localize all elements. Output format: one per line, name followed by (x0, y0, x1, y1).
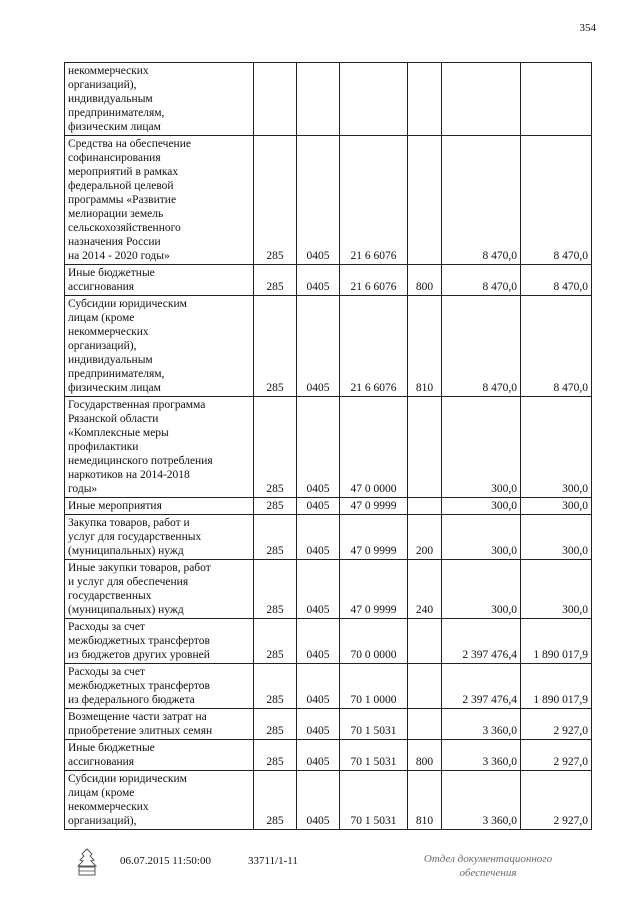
cell-razdel: 0405 (297, 560, 340, 619)
stamp-line-2: обеспечения (459, 867, 517, 879)
coat-of-arms-icon (70, 846, 104, 880)
cell-csr: 47 0 9999 (340, 560, 408, 619)
cell-vr (408, 397, 442, 498)
table-row (65, 515, 592, 560)
cell-razdel: 0405 (297, 296, 340, 397)
cell-vr (408, 498, 442, 515)
cell-csr: 70 1 0000 (340, 664, 408, 709)
cell-sum2: 2 927,0 (521, 709, 592, 740)
cell-ved: 285 (254, 619, 297, 664)
cell-sum1: 300,0 (442, 498, 521, 515)
cell-vr (408, 619, 442, 664)
cell-desc: Иные мероприятия (65, 498, 254, 515)
cell-csr: 21 6 6076 (340, 296, 408, 397)
cell-sum1 (442, 63, 521, 136)
cell-vr: 800 (408, 740, 442, 771)
cell-vr (408, 136, 442, 265)
table-row (65, 619, 592, 664)
cell-vr: 810 (408, 296, 442, 397)
cell-desc: Иные закупки товаров, работ и услуг для обеспечения государственных (муниципальных) нужд (65, 560, 254, 619)
cell-desc: Иные бюджетные ассигнования (65, 740, 254, 771)
table-row (65, 265, 592, 296)
table-row (65, 397, 592, 498)
cell-sum2: 8 470,0 (521, 296, 592, 397)
cell-csr: 70 1 5031 (340, 709, 408, 740)
table-row (65, 740, 592, 771)
cell-sum2: 300,0 (521, 397, 592, 498)
cell-vr: 800 (408, 265, 442, 296)
cell-ved: 285 (254, 296, 297, 397)
cell-desc: Субсидии юридическим лицам (кроме некоммерческих организаций), индивидуальным предпринимателям, физическим лицам (65, 296, 254, 397)
cell-ved: 285 (254, 560, 297, 619)
cell-vr: 810 (408, 771, 442, 830)
cell-desc: Расходы за счет межбюджетных трансфертов из федерального бюджета (65, 664, 254, 709)
cell-vr (408, 709, 442, 740)
cell-sum1: 2 397 476,4 (442, 619, 521, 664)
cell-sum2: 8 470,0 (521, 265, 592, 296)
cell-razdel: 0405 (297, 619, 340, 664)
cell-razdel: 0405 (297, 515, 340, 560)
cell-sum1: 3 360,0 (442, 771, 521, 830)
cell-ved: 285 (254, 709, 297, 740)
table-row (65, 709, 592, 740)
cell-ved: 285 (254, 515, 297, 560)
budget-table (64, 62, 592, 830)
cell-desc: Расходы за счет межбюджетных трансфертов из бюджетов других уровней (65, 619, 254, 664)
cell-sum2: 8 470,0 (521, 136, 592, 265)
cell-razdel: 0405 (297, 740, 340, 771)
cell-vr: 240 (408, 560, 442, 619)
cell-csr: 70 0 0000 (340, 619, 408, 664)
cell-csr: 21 6 6076 (340, 265, 408, 296)
cell-sum2: 1 890 017,9 (521, 664, 592, 709)
cell-razdel: 0405 (297, 664, 340, 709)
cell-desc: Иные бюджетные ассигнования (65, 265, 254, 296)
cell-sum1: 8 470,0 (442, 296, 521, 397)
cell-sum2: 2 927,0 (521, 740, 592, 771)
cell-razdel: 0405 (297, 397, 340, 498)
cell-sum2: 300,0 (521, 498, 592, 515)
cell-sum2: 300,0 (521, 515, 592, 560)
cell-sum1: 8 470,0 (442, 136, 521, 265)
cell-desc: Государственная программа Рязанской области «Комплексные меры профилактики немедицинского потребления наркотиков на 2014-2018 годы» (65, 397, 254, 498)
cell-csr: 47 0 0000 (340, 397, 408, 498)
cell-csr: 47 0 9999 (340, 498, 408, 515)
department-stamp (408, 852, 568, 880)
cell-sum2: 300,0 (521, 560, 592, 619)
cell-razdel: 0405 (297, 771, 340, 830)
cell-sum2 (521, 63, 592, 136)
table-row (65, 296, 592, 397)
stamp-line-1: Отдел документационного (423, 853, 553, 865)
cell-vr: 200 (408, 515, 442, 560)
cell-csr: 70 1 5031 (340, 771, 408, 830)
cell-desc: Возмещение части затрат на приобретение элитных семян (65, 709, 254, 740)
table-row (65, 136, 592, 265)
cell-ved: 285 (254, 397, 297, 498)
cell-ved: 285 (254, 771, 297, 830)
cell-ved: 285 (254, 740, 297, 771)
table-row (65, 498, 592, 515)
cell-sum2: 2 927,0 (521, 771, 592, 830)
table-row (65, 771, 592, 830)
cell-razdel: 0405 (297, 498, 340, 515)
table-row (65, 664, 592, 709)
cell-razdel: 0405 (297, 709, 340, 740)
cell-csr: 70 1 5031 (340, 740, 408, 771)
cell-ved: 285 (254, 498, 297, 515)
footer-date: 06.07.2015 11:50:00 (120, 855, 211, 867)
cell-vr (408, 664, 442, 709)
cell-sum2: 1 890 017,9 (521, 619, 592, 664)
cell-sum1: 3 360,0 (442, 740, 521, 771)
cell-sum1: 2 397 476,4 (442, 664, 521, 709)
footer-doc-number: 33711/1-11 (248, 855, 298, 867)
cell-ved: 285 (254, 664, 297, 709)
table-row (65, 560, 592, 619)
cell-razdel: 0405 (297, 136, 340, 265)
cell-csr: 47 0 9999 (340, 515, 408, 560)
cell-desc: Закупка товаров, работ и услуг для государственных (муниципальных) нужд (65, 515, 254, 560)
cell-vr (408, 63, 442, 136)
cell-ved: 285 (254, 136, 297, 265)
cell-ved (254, 63, 297, 136)
table-row (65, 63, 592, 136)
cell-sum1: 300,0 (442, 560, 521, 619)
cell-desc: некоммерческих организаций), индивидуальным предпринимателям, физическим лицам (65, 63, 254, 136)
page-number: 354 (579, 22, 596, 34)
cell-sum1: 300,0 (442, 515, 521, 560)
cell-sum1: 8 470,0 (442, 265, 521, 296)
cell-csr (340, 63, 408, 136)
cell-desc: Средства на обеспечение софинансирования мероприятий в рамках федеральной целевой программы «Развитие мелиорации земель сельскохозяйственного назначения России на 2014 - 2020 годы» (65, 136, 254, 265)
cell-csr: 21 6 6076 (340, 136, 408, 265)
cell-sum1: 300,0 (442, 397, 521, 498)
cell-sum1: 3 360,0 (442, 709, 521, 740)
cell-razdel (297, 63, 340, 136)
cell-razdel: 0405 (297, 265, 340, 296)
cell-desc: Субсидии юридическим лицам (кроме некоммерческих организаций), (65, 771, 254, 830)
cell-ved: 285 (254, 265, 297, 296)
